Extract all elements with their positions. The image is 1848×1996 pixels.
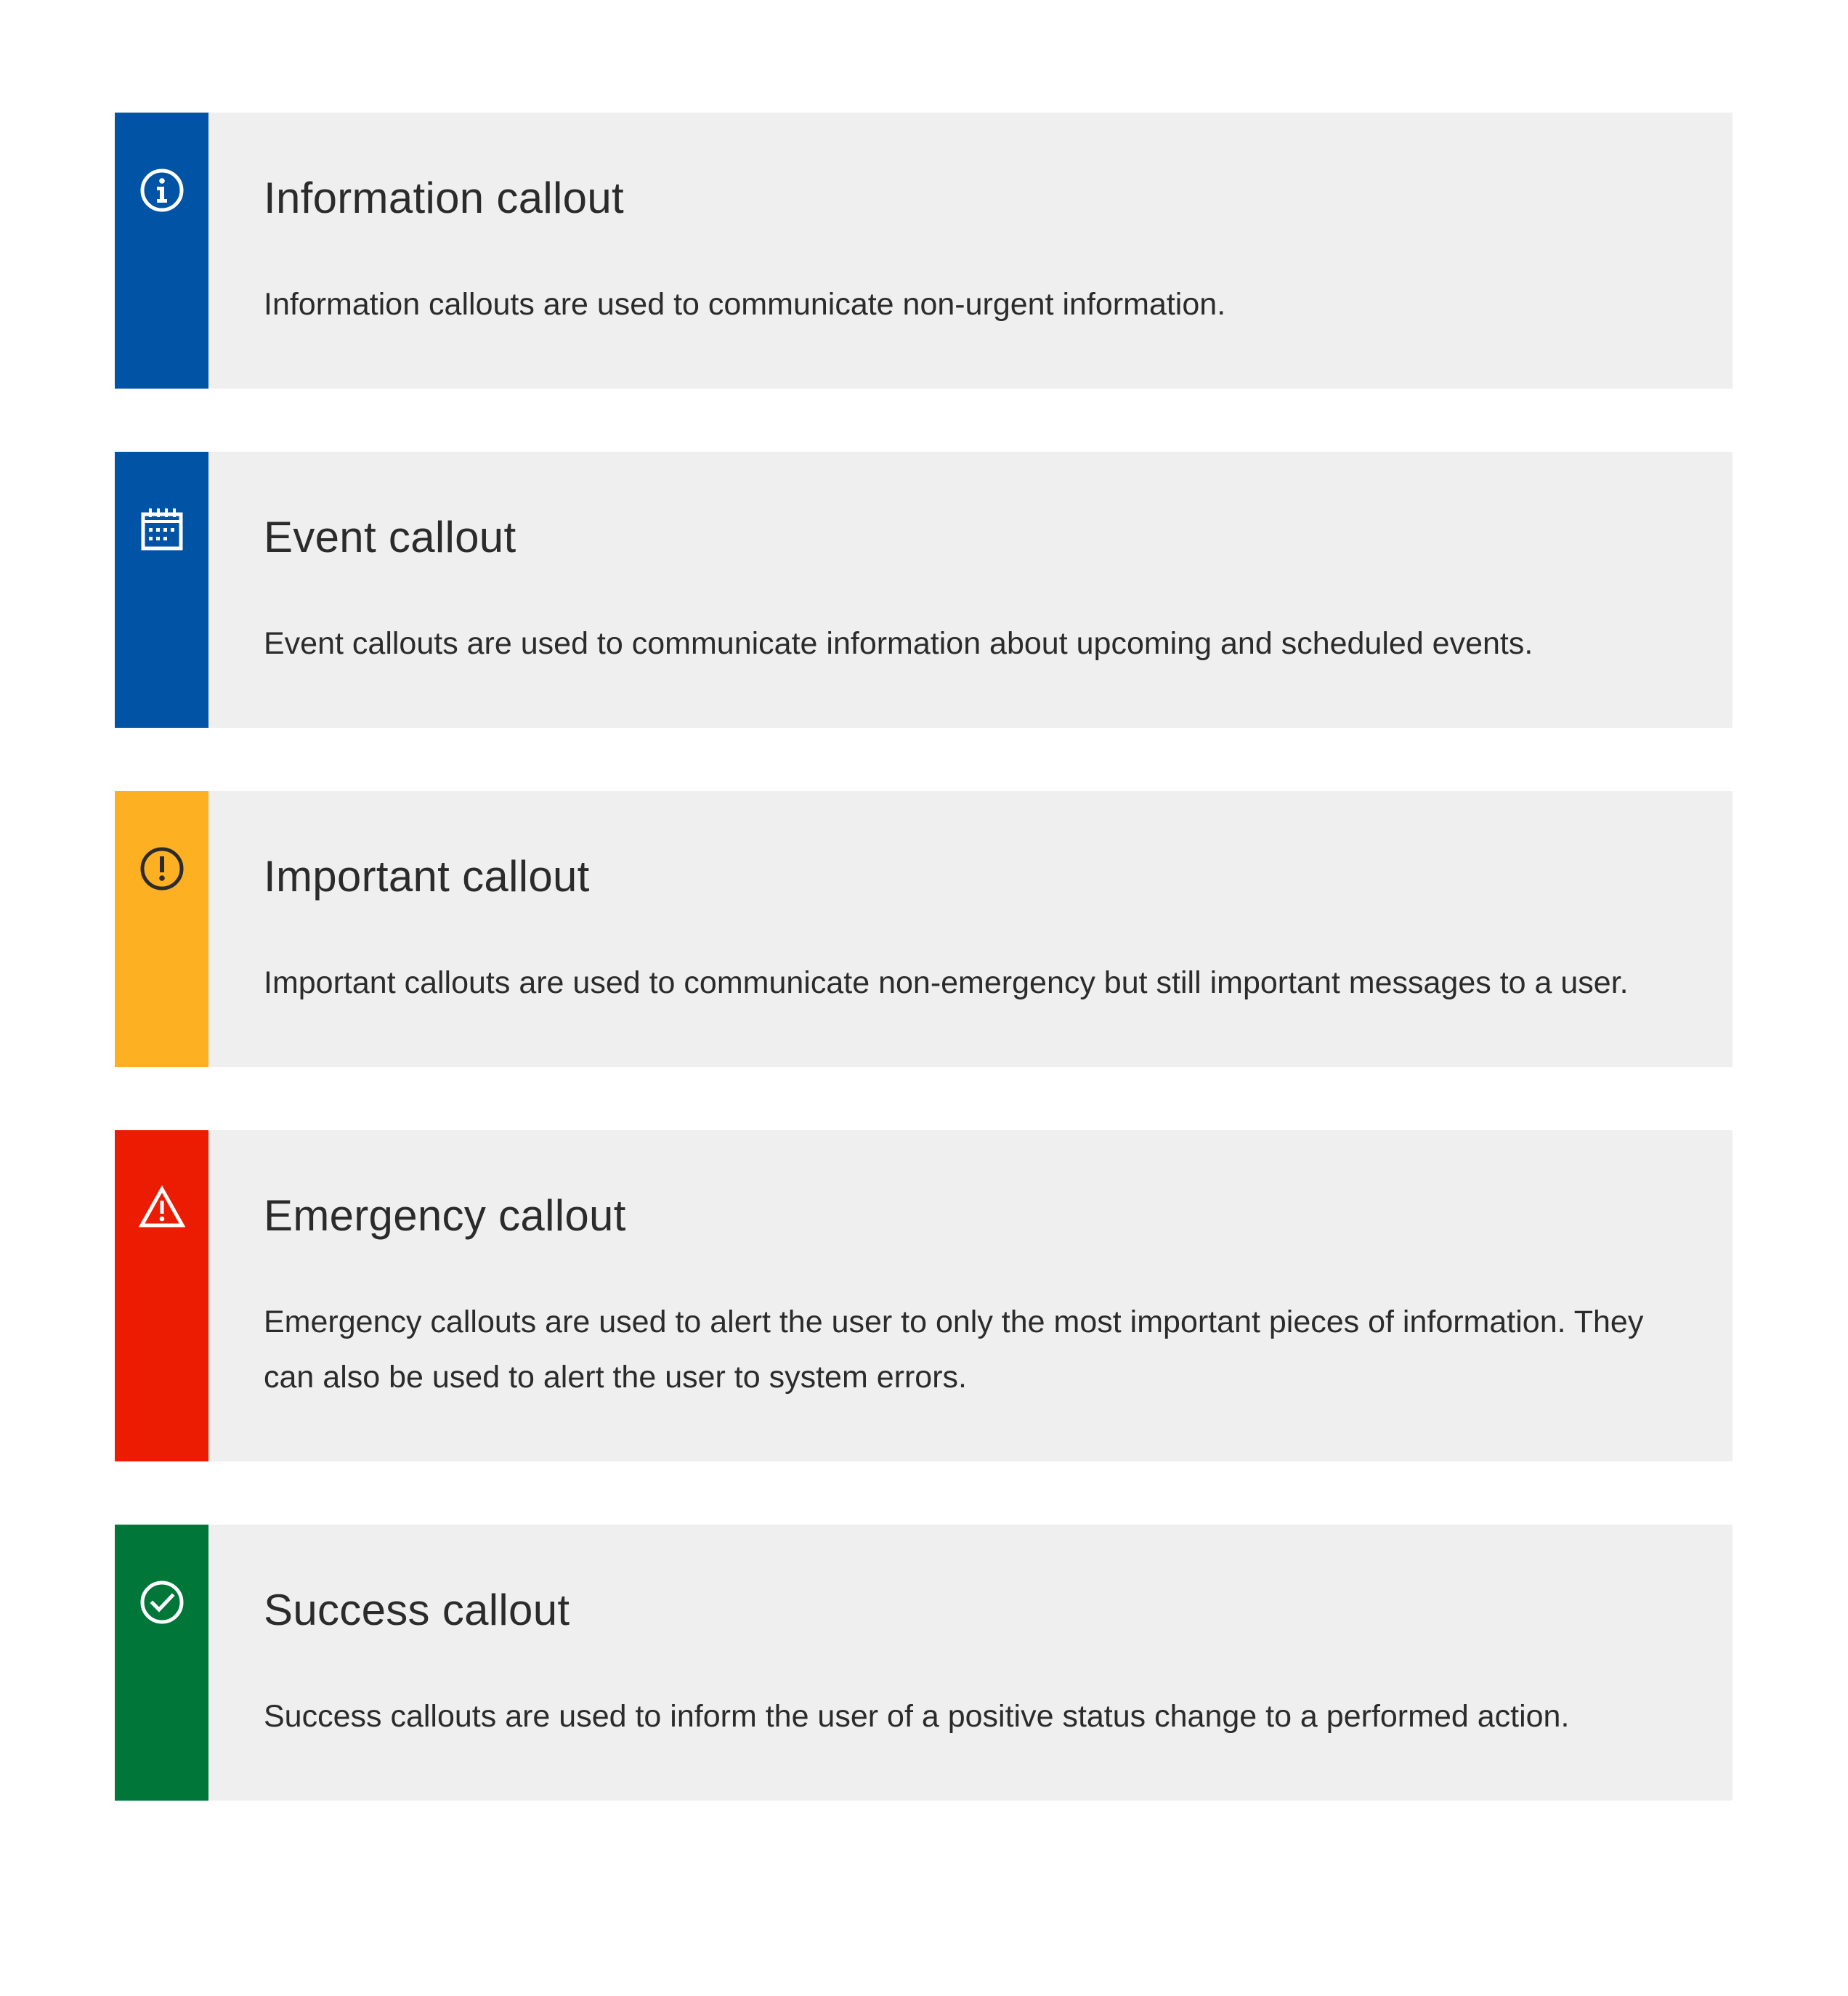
important-callout (115, 791, 1732, 1067)
callout-body: Event callouts are used to communicate information about upcoming and scheduled events. (264, 626, 1533, 661)
callout-body: Success callouts are used to inform the user of a positive status change to a performed action. (264, 1699, 1570, 1734)
exclamation-circle-icon (139, 845, 185, 892)
success-callout (115, 1525, 1732, 1801)
callout-title: Event callout (264, 513, 516, 561)
callout-body: Emergency callouts are used to alert the user to only the most important pieces of information. They can also be used to alert the user to system errors. (264, 1305, 1644, 1395)
callout-title: Information callout (264, 174, 624, 222)
callout-content (208, 1130, 1732, 1461)
callout-content (208, 1525, 1732, 1801)
callout-content (208, 452, 1732, 728)
callout-list (115, 113, 1732, 1801)
information-callout (115, 113, 1732, 389)
callout-color-bar (115, 1525, 208, 1801)
info-circle-icon (139, 167, 185, 214)
callout-body: Information callouts are used to communicate non-urgent information. (264, 287, 1226, 322)
check-circle-icon (139, 1579, 185, 1626)
event-callout (115, 452, 1732, 728)
callout-color-bar (115, 113, 208, 389)
callout-title: Important callout (264, 852, 590, 901)
emergency-callout (115, 1130, 1732, 1461)
callout-body: Important callouts are used to communicate non-emergency but still important messages to a user. (264, 965, 1629, 1000)
callout-content (208, 113, 1732, 389)
warning-triangle-icon (139, 1185, 185, 1231)
callout-color-bar (115, 791, 208, 1067)
calendar-icon (139, 506, 185, 553)
callout-color-bar (115, 1130, 208, 1461)
callout-title: Success callout (264, 1586, 570, 1634)
callout-content (208, 791, 1732, 1067)
callout-title: Emergency callout (264, 1191, 626, 1240)
callout-color-bar (115, 452, 208, 728)
